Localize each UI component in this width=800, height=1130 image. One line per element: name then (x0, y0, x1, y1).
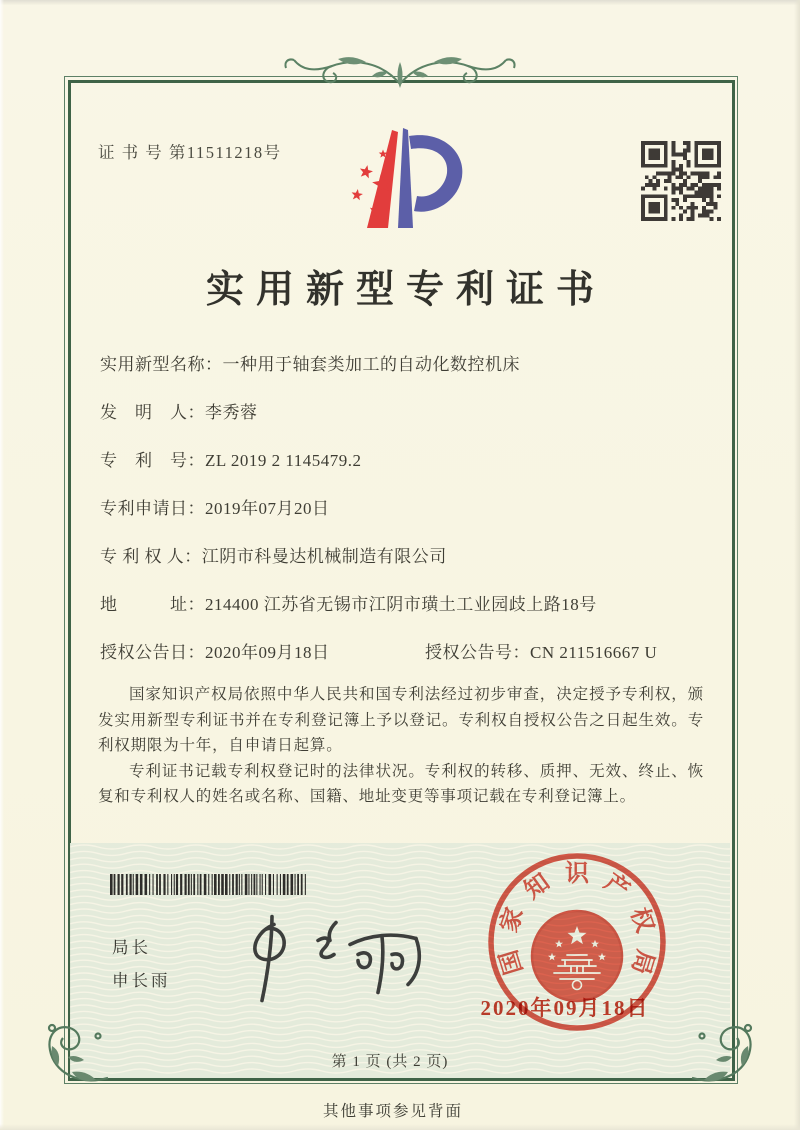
field-value: 2019年07月20日 (205, 499, 330, 518)
border-ornament-top-icon (270, 50, 530, 108)
field-row-grant (100, 638, 710, 660)
svg-text:家: 家 (496, 904, 529, 936)
field-row-patent-no (100, 446, 710, 468)
field-label: 发 明 人： (100, 403, 205, 422)
border-ornament-corner-icon (38, 1016, 110, 1088)
svg-text:识: 识 (565, 861, 589, 887)
legal-paragraph-2: 专利证书记载专利权登记时的法律状况。专利权的转移、质押、无效、终止、恢复和专利权人的姓名或名称、国籍、地址变更等事项记载在专利登记簿上。 (98, 762, 704, 805)
scan-edge-left (0, 0, 4, 1130)
field-value: 李秀蓉 (205, 403, 258, 422)
field-value: 一种用于轴套类加工的自动化数控机床 (222, 355, 520, 374)
director-name: 申长雨 (112, 971, 171, 990)
cnipa-logo-icon (330, 124, 475, 236)
svg-text:权: 权 (625, 904, 658, 936)
svg-text:国: 国 (496, 946, 528, 978)
scan-edge-right (794, 0, 800, 1130)
field-pair-grant-number (425, 638, 657, 663)
page-number: 第 1 页 (共 2 页) (331, 1054, 449, 1070)
field-row-name (100, 350, 710, 372)
signature-icon (232, 910, 432, 1006)
field-value: 214400 江苏省无锡市江阴市璜土工业园歧上路18号 (205, 595, 597, 614)
barcode-icon (110, 874, 310, 895)
field-value: CN 211516667 U (530, 643, 658, 662)
back-note: 其他事项参见背面 (322, 1103, 463, 1120)
legal-text (98, 682, 704, 810)
field-label: 授权公告号： (425, 643, 530, 662)
field-row-inventor (100, 398, 710, 420)
director-title: 局长 (112, 938, 151, 957)
field-row-patentee (100, 542, 710, 564)
field-label: 实用新型名称： (100, 355, 223, 374)
qr-code-icon (641, 141, 721, 221)
national-emblem-icon (532, 911, 622, 1001)
svg-text:局: 局 (626, 946, 658, 978)
scan-edge-bottom (0, 1124, 800, 1130)
field-value: ZL 2019 2 1145479.2 (205, 451, 362, 470)
certificate-number: 证 书 号 第11511218号 (98, 143, 282, 162)
legal-paragraph-1: 国家知识产权局依照中华人民共和国专利法经过初步审查，决定授予专利权，颁发实用新型专利证书并在专利登记簿上予以登记。专利权自授权公告之日起生效。专利权期限为十年，自申请日起算。 (98, 686, 704, 754)
field-row-address (100, 590, 710, 612)
field-label: 专 利 权 人： (100, 547, 202, 566)
field-value: 2020年09月18日 (205, 643, 330, 662)
field-value: 江阴市科曼达机械制造有限公司 (201, 547, 447, 566)
field-label: 专利申请日： (100, 499, 205, 518)
field-label: 授权公告日： (100, 643, 205, 662)
svg-text:产: 产 (599, 869, 634, 905)
seal-date: 2020年09月18日 (480, 996, 650, 1020)
field-label: 地 址： (100, 595, 205, 614)
field-row-filing-date (100, 494, 710, 516)
field-label: 专 利 号： (100, 451, 205, 470)
scan-edge-top (0, 0, 800, 5)
certificate-title: 实用新型专利证书 (205, 269, 606, 311)
border-ornament-corner-icon (690, 1016, 762, 1088)
svg-text:知: 知 (520, 869, 555, 905)
